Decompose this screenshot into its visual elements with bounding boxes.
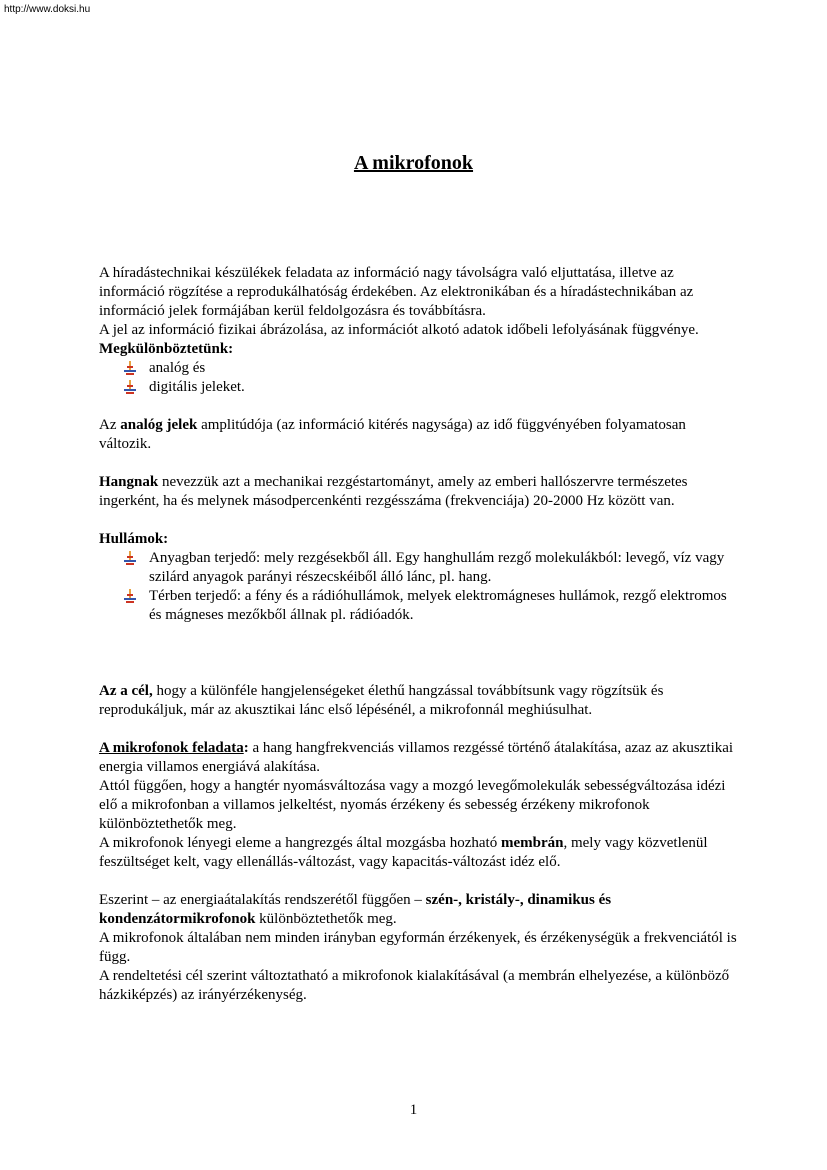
waves-list xyxy=(99,549,739,625)
signal-definition-paragraph: A jel az információ fizikai ábrázolása, az információt alkotó adatok időbeli lefolyásának függvénye. xyxy=(99,322,699,338)
list-item xyxy=(123,587,739,625)
list-item-text: digitális jeleket. xyxy=(149,379,245,395)
list-item xyxy=(123,549,739,587)
sensitivity-paragraph: Attól függően, hogy a hangtér nyomásváltozása vagy a mozgó levegőmolekulák sebességváltozása idézi elő a mikrofonban a villamos jelkeltést, nyomás érzékeny és sebesség érzékeny mikrofonok különböztethetők meg. xyxy=(99,778,726,832)
document-body xyxy=(99,264,739,1005)
waves-heading: Hullámok: xyxy=(99,531,169,547)
sound-paragraph: Hangnak nevezzük azt a mechanikai rezgéstartományt, amely az emberi hallószervre természetes ingerként, ha és melynek másodpercenkénti rezgésszáma (frekvenciája) 20-2000 Hz között van. xyxy=(99,474,688,509)
bullet-icon xyxy=(123,589,137,603)
page-number: 1 xyxy=(409,1102,418,1118)
intro-paragraph: A híradástechnikai készülékek feladata az információ nagy távolságra való eljuttatása, illetve az információ rögzítése a reprodukálhatóság érdekében. Az elektronikában és a híradástechnikában az információ jelek formájában kerül feldolgozásra és továbbításra. xyxy=(99,265,694,319)
list-item xyxy=(123,378,739,397)
analog-paragraph: Az analóg jelek amplitúdója (az információ kitérés nagysága) az idő függvényében folyamatosan változik. xyxy=(99,417,686,452)
list-item-text: Térben terjedő: a fény és a rádióhullámok, melyek elektromágneses hullámok, rezgő elektromos és mágneses mezőkből állnak pl. rádióadók. xyxy=(149,588,727,623)
frequency-paragraph: A mikrofonok általában nem minden irányban egyformán érzékenyek, és érzékenységük a frekvenciától is függ. xyxy=(99,930,737,965)
list-item xyxy=(123,359,739,378)
types-paragraph: Eszerint – az energiaátalakítás rendszerétől függően – szén-, kristály-, dinamikus és kondenzátormikrofonok különböztethetők meg. xyxy=(99,892,612,927)
bullet-icon xyxy=(123,551,137,565)
signal-types-list xyxy=(99,359,739,397)
distinguish-heading: Megkülönböztetünk: xyxy=(99,341,234,357)
source-url: http://www.doksi.hu xyxy=(4,4,91,15)
task-paragraph: A mikrofonok feladata: a hang hangfrekvenciás villamos rezgéssé történő átalakítása, azaz az akusztikai energia villamos energiává alakítása. xyxy=(99,740,734,775)
membrane-paragraph: A mikrofonok lényegi eleme a hangrezgés által mozgásba hozható membrán, mely vagy közvetlenül feszültséget kelt, vagy ellenállás-változást, vagy kapacitás-változást idéz elő. xyxy=(99,835,708,870)
list-item-text: Anyagban terjedő: mely rezgésekből áll. Egy hanghullám rezgő molekulákból: levegő, víz vagy szilárd anyagok parányi részecskéiből álló lánc, pl. hang. xyxy=(149,550,725,585)
goal-paragraph: Az a cél, hogy a különféle hangjelenségeket élethű hangzással továbbítsunk vagy rögzítsük és reprodukáljuk, már az akusztikai lánc első lépésénél, a mikrofonnál meghiúsulhat. xyxy=(99,683,664,718)
page-title: A mikrofonok xyxy=(353,152,474,174)
bullet-icon xyxy=(123,361,137,375)
bullet-icon xyxy=(123,380,137,394)
list-item-text: analóg és xyxy=(149,360,206,376)
directivity-paragraph: A rendeltetési cél szerint változtatható a mikrofonok kialakításával (a membrán elhelyezése, a különböző házkiképzés) az irányérzékenység. xyxy=(99,968,730,1003)
